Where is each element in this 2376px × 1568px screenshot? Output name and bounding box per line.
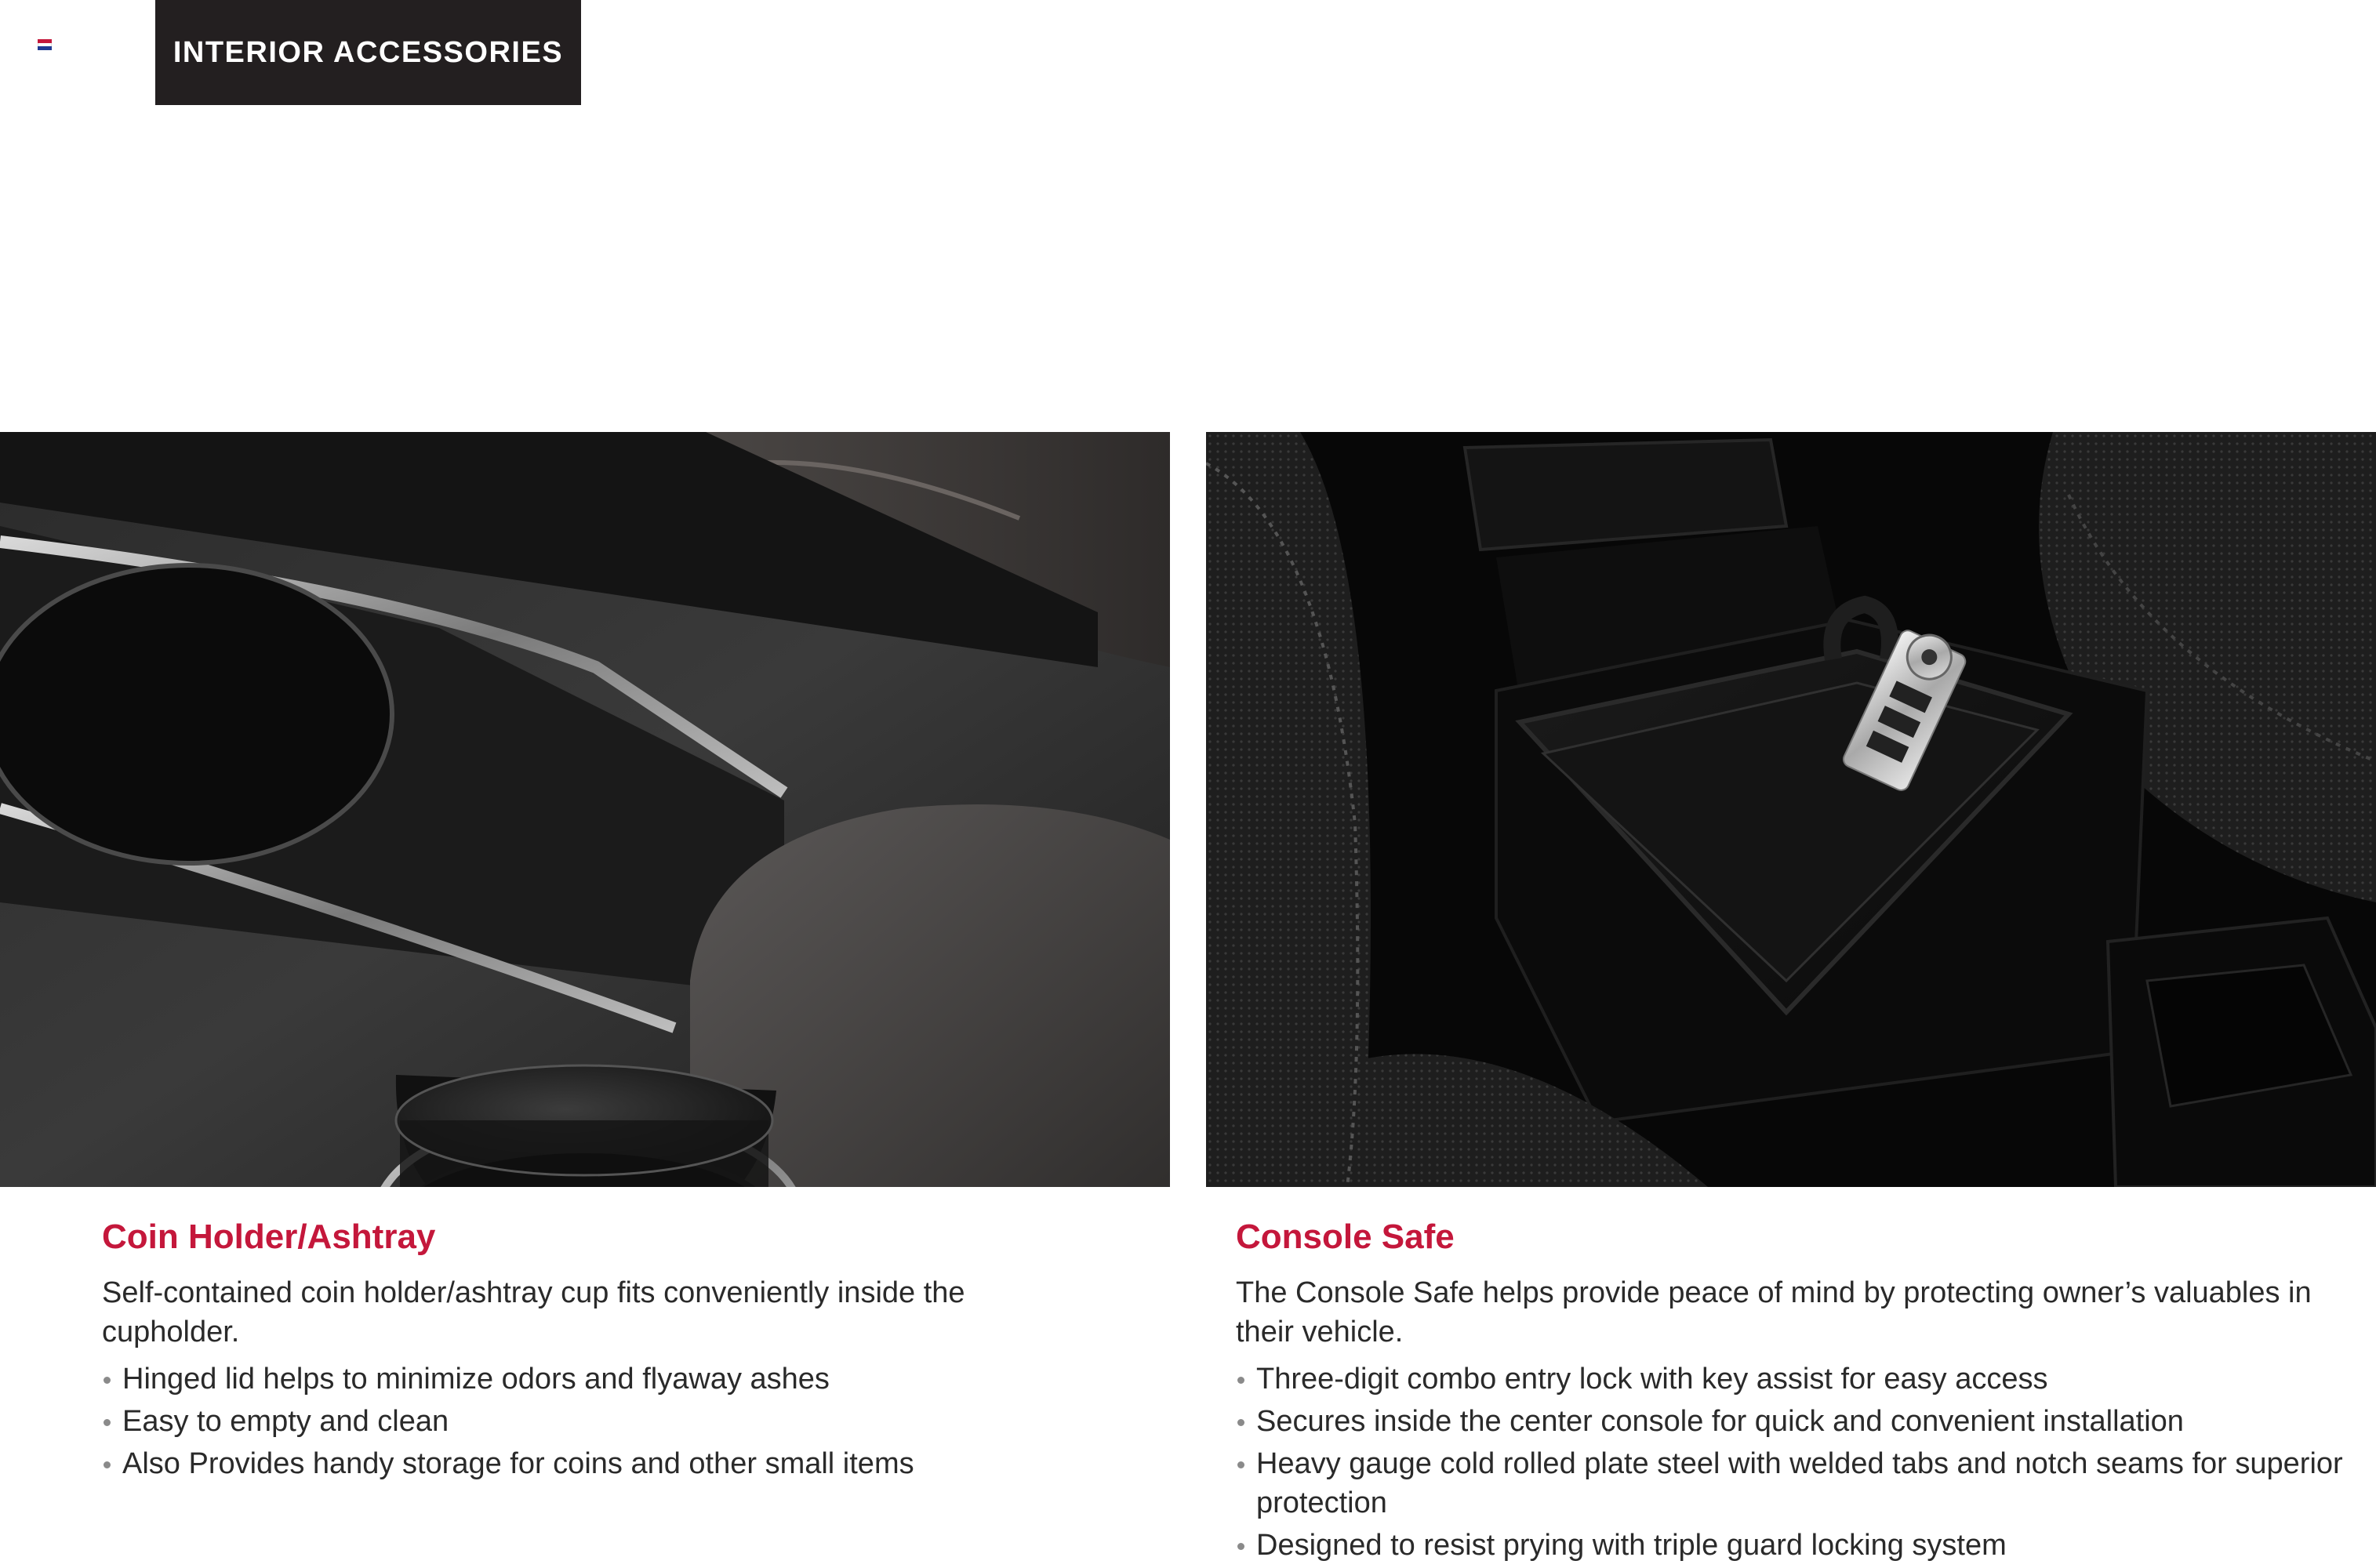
product-coin-holder [102, 1215, 1090, 1486]
product-console-safe [1236, 1215, 2357, 1568]
product-title: Console Safe [1236, 1218, 1455, 1256]
coin-holder-photo [0, 432, 1170, 1187]
feature-list [1236, 1359, 2357, 1565]
feature-item: Hinged lid helps to minimize odors and flyaway ashes [102, 1359, 1090, 1399]
product-description: The Console Safe helps provide peace of mind by protecting owner’s valuables in their vehicle. [1236, 1276, 2312, 1348]
feature-item: Designed to resist prying with triple guard locking system [1236, 1526, 2357, 1565]
feature-item: Easy to empty and clean [102, 1402, 1090, 1441]
coin-holder-illustration [0, 432, 1170, 1187]
feature-item: Three-digit combo entry lock with key assist for easy access [1236, 1359, 2357, 1399]
feature-list [102, 1359, 1090, 1483]
section-title: INTERIOR ACCESSORIES [155, 0, 581, 105]
flag-icon [38, 39, 52, 50]
feature-item: Secures inside the center console for quick and convenient installation [1236, 1402, 2357, 1441]
feature-item: Also Provides handy storage for coins and other small items [102, 1444, 1090, 1483]
console-safe-illustration [1206, 432, 2376, 1187]
product-description: Self-contained coin holder/ashtray cup fits conveniently inside the cupholder. [102, 1276, 965, 1348]
product-title: Coin Holder/Ashtray [102, 1218, 436, 1256]
flag-stripe-bottom [38, 46, 52, 50]
feature-item: Heavy gauge cold rolled plate steel with welded tabs and notch seams for superior protection [1236, 1444, 2357, 1523]
console-safe-photo [1206, 432, 2376, 1187]
